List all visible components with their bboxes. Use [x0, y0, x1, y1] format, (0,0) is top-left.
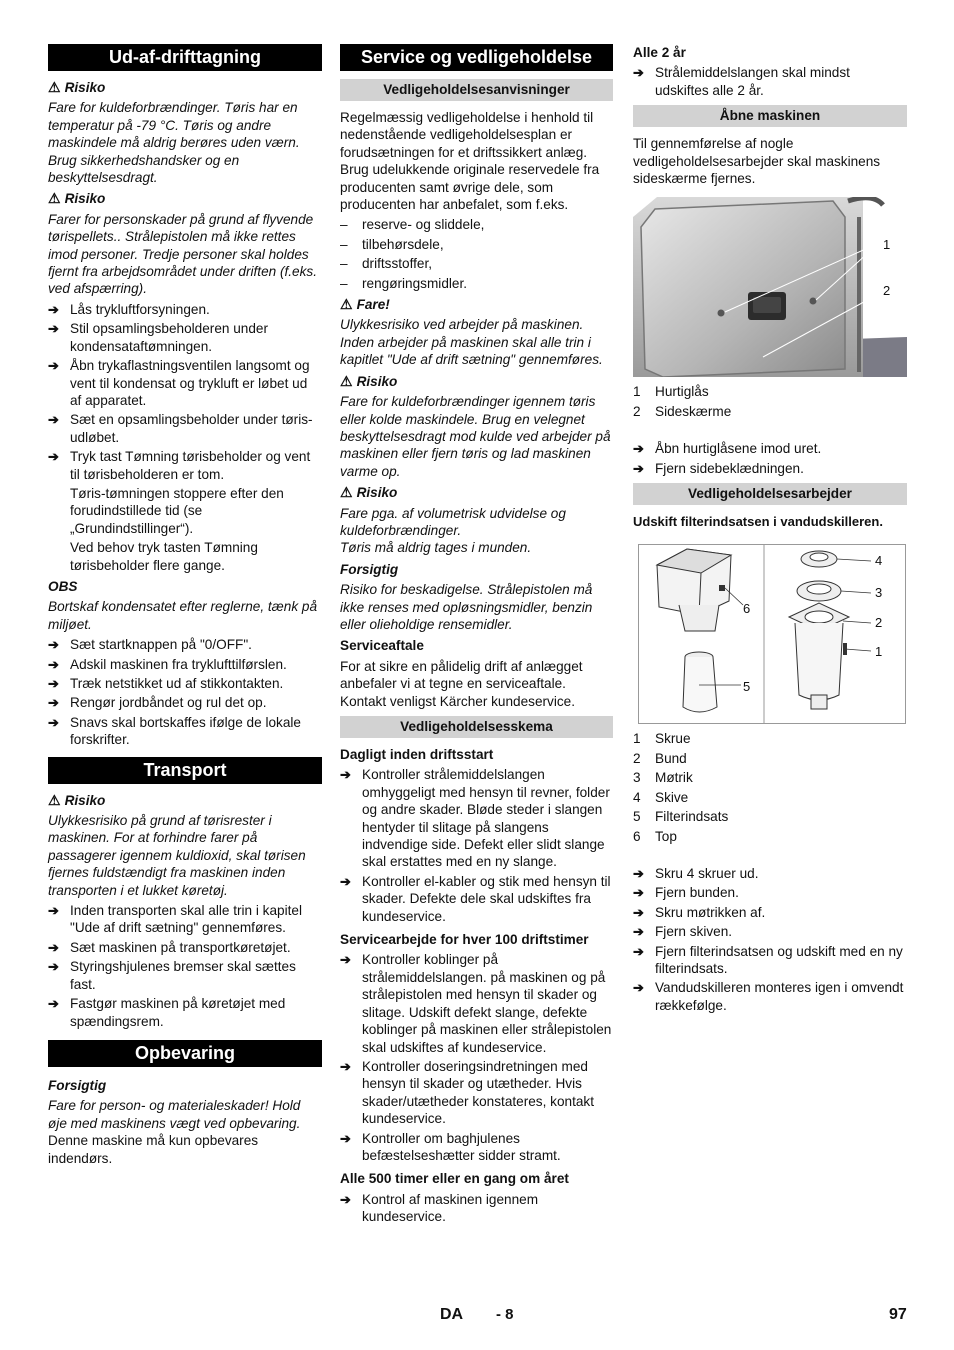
- step-item: ➔ Træk netstikket ud af stikkontakten.: [48, 676, 284, 691]
- caution-text: Risiko for beskadigelse. Strålepistolen må ikke renses med opløsningsmidler, benzin eller olieholdige rensemidler.: [340, 582, 593, 632]
- step-item: ➔ Åbn trykaflastningsventilen langsomt og vent til kondensat og trykluft er løbet ud af apparatet.: [48, 358, 310, 408]
- arrow-icon: ➔: [48, 637, 59, 653]
- step-item: ➔ Skru 4 skruer ud.: [633, 865, 759, 881]
- arrow-icon: ➔: [633, 460, 644, 476]
- warning-triangle-icon: ⚠: [340, 484, 353, 501]
- step-item: ➔ Kontroller om baghjulenes befæstelseshætter sidder stramt.: [340, 1130, 561, 1163]
- legend-item: 3 Møtrik: [633, 770, 693, 786]
- heading: Servicearbejde for hver 100 driftstimer: [340, 932, 589, 948]
- step-item: ➔ Stil opsamlingsbeholderen under kondensataftømningen.: [48, 321, 268, 354]
- section-title-service: Service og vedligeholdelse: [340, 44, 613, 71]
- warning-text: Fare for kuldeforbrændinger igennem tøris eller kolde maskindele. Brug en velegnet beskyttelsesdragt mod kulde ved arbejder på maskinen eller fjern tøris og lad maskinen varme op.: [340, 394, 611, 479]
- page-sub-number: - 8: [496, 1306, 514, 1323]
- section-title-transport: Transport: [48, 757, 322, 784]
- step-item: ➔ Tryk tast Tømning tørisbeholder og vent til tørisbeholderen er tom.: [48, 449, 311, 482]
- warning-text: Farer for personskader på grund af flyvende tørispellets.. Strålepistolen må ikke rettes imod personer. Tredje personer skal holdes fjernt fra arbejdsområdet under driften (f.eks. ved afspærring).: [48, 211, 317, 297]
- legend-item: 1 Hurtiglås: [633, 384, 709, 400]
- paragraph: Regelmæssig vedligeholdelse i henhold til nedenstående vedligeholdelsesplan er forudsætningen for et driftssikkert anlæg. Brug udelukkende originale reservedele fra producenten samt øvrige dele, som producenten har anbefalet, som f.eks.: [340, 110, 600, 213]
- arrow-icon: ➔: [633, 924, 644, 940]
- subsection-title: Åbne maskinen: [633, 105, 907, 127]
- heading: Dagligt inden driftsstart: [340, 747, 494, 762]
- dash-item: – driftsstoffer,: [340, 256, 433, 272]
- arrow-icon: ➔: [340, 873, 351, 889]
- warning-title: ⚠ Risiko: [48, 791, 106, 808]
- step-item: ➔ Fjern skiven.: [633, 924, 733, 940]
- paragraph: Til gennemførelse af nogle vedligeholdelsesarbejder skal maskinens sideskærme fjernes.: [633, 136, 881, 187]
- callout-4: 4: [875, 553, 883, 569]
- heading: Alle 500 timer eller en gang om året: [340, 1171, 569, 1187]
- warning-triangle-icon: ⚠: [48, 190, 61, 207]
- step-item: ➔ Inden transporten skal alle trin i kapitel "Ude af drift sætning" gennemføres.: [48, 903, 302, 936]
- legend-item: 1 Skrue: [633, 731, 691, 747]
- arrow-icon: ➔: [48, 903, 59, 919]
- warning-triangle-icon: ⚠: [340, 296, 353, 313]
- step-item: ➔ Sæt en opsamlingsbeholder under tøris-udløbet.: [48, 412, 313, 445]
- warning-triangle-icon: ⚠: [340, 372, 353, 389]
- column-2: [340, 44, 613, 1228]
- arrow-icon: ➔: [633, 980, 644, 996]
- step-item: ➔ Vandudskilleren monteres igen i omvendt rækkefølge.: [633, 980, 904, 1013]
- arrow-icon: ➔: [48, 301, 59, 317]
- step-item: ➔ Skru møtrikken af.: [633, 904, 766, 920]
- arrow-icon: ➔: [48, 959, 59, 975]
- step-item: ➔ Fjern sidebeklædningen.: [633, 460, 804, 476]
- arrow-icon: ➔: [48, 676, 59, 691]
- callout-2: 2: [875, 615, 883, 631]
- arrow-icon: ➔: [48, 996, 59, 1012]
- column-3: [633, 44, 907, 1016]
- machine-illustration: [633, 197, 907, 377]
- arrow-icon: ➔: [340, 1191, 351, 1207]
- arrow-icon: ➔: [633, 943, 644, 959]
- caution-text: Fare for person- og materialeskader! Hold øje med maskinens vægt ved opbevaring.: [48, 1098, 301, 1131]
- callout-2: 2: [883, 283, 891, 299]
- step-item: ➔ Styringshjulenes bremser skal sættes fast.: [48, 959, 296, 992]
- legend-item: 6 Top: [633, 828, 677, 844]
- arrow-icon: ➔: [48, 656, 59, 672]
- legend-item: 4 Skive: [633, 789, 689, 805]
- subsection-title: Vedligeholdelsesanvisninger: [340, 79, 613, 101]
- arrow-icon: ➔: [48, 449, 59, 465]
- arrow-icon: ➔: [633, 65, 644, 81]
- arrow-icon: ➔: [48, 412, 59, 428]
- step-item: ➔ Sæt startknappen på "0/OFF".: [48, 637, 252, 653]
- step-item: ➔ Kontroller el-kabler og stik med hensyn til skader. Defekte dele skal udskiftes fra kundeservice.: [340, 873, 611, 924]
- warning-triangle-icon: ⚠: [48, 791, 61, 808]
- arrow-icon: ➔: [340, 1058, 351, 1074]
- arrow-icon: ➔: [48, 358, 59, 374]
- warning-text: Ulykkesrisiko ved arbejder på maskinen. Inden arbejder på maskinen skal alle trin i kapitlet "Ude af drift sætning" gennemføres.: [340, 317, 603, 368]
- arrow-icon: ➔: [48, 939, 59, 955]
- dash-item: – reserve- og sliddele,: [340, 217, 485, 233]
- step-item: ➔ Kontroller koblinger på strålemiddelslangen. på maskinen og på strålepistolen med hensyn til skader og slitage. Udskift defekt slange, defekte koblinger på maskinen eller strålepistolen skal udskiftes af kundeservice.: [340, 952, 612, 1055]
- step-item: ➔ Fastgør maskinen på køretøjet med spændingsrem.: [48, 996, 286, 1029]
- heading: Serviceaftale: [340, 638, 424, 654]
- callout-1: 1: [883, 237, 891, 253]
- section-title-opbevaring: Opbevaring: [48, 1040, 322, 1067]
- warning-text: Fare for kuldeforbrændinger. Tøris har en temperatur på -79 °C. Tøris og andre maskindele må aldrig berøres uden værn. Brug sikkerhedshandsker og en beskyttelsesdragt.: [48, 100, 300, 186]
- warning-text: Tøris må aldrig tages i munden.: [340, 540, 532, 556]
- water-separator-diagram: [638, 544, 906, 724]
- step-item: ➔ Kontroller strålemiddelslangen omhyggeligt med hensyn til revner, folder og andre skader. Bløde steder i slangen hentyder til slitage på slangens indvendige side. Defekt eller slidt slange skal erstattes med en ny slange.: [340, 767, 610, 870]
- step-item: ➔ Kontrol af maskinen igennem kundeservice.: [340, 1191, 539, 1225]
- page-number: 97: [889, 1306, 907, 1323]
- dash-item: – tilbehørsdele,: [340, 236, 444, 252]
- warning-title: ⚠ Risiko: [48, 190, 106, 207]
- section-title-ud-af-drifttagning: Ud-af-drifttagning: [48, 44, 322, 71]
- arrow-icon: ➔: [48, 321, 59, 337]
- language-code: DA: [440, 1306, 464, 1323]
- paragraph: For at sikre en pålidelig drift af anlægget anbefaler vi at tegne en serviceaftale. Kontakt venligst Kärcher kundeservice.: [340, 658, 583, 709]
- callout-3: 3: [875, 585, 883, 601]
- warning-title: ⚠ Risiko: [48, 79, 106, 95]
- paragraph: Denne maskine må kun opbevares indendørs.: [48, 1133, 259, 1166]
- step-item: ➔ Fjern bunden.: [633, 885, 739, 901]
- arrow-icon: ➔: [340, 952, 351, 968]
- step-item: ➔ Fjern filterindsatsen og udskift med en ny filterindsats.: [633, 943, 903, 976]
- page-footer: [0, 1306, 954, 1330]
- warning-title: ⚠ Risiko: [340, 372, 398, 389]
- callout-6: 6: [743, 601, 751, 617]
- caution-title: Forsigtig: [340, 561, 399, 577]
- arrow-icon: ➔: [633, 441, 644, 457]
- step-item: ➔ Rengør jordbåndet og rul det op.: [48, 695, 267, 711]
- callout-1: 1: [875, 644, 883, 660]
- subsection-title: Vedligeholdelsesarbejder: [633, 483, 907, 505]
- machine-side-panel-photo: [633, 197, 907, 377]
- warning-title: ⚠ Fare!: [340, 296, 390, 313]
- note-title: OBS: [48, 578, 78, 594]
- step-item: ➔ Strålemiddelslangen skal mindst udskiftes alle 2 år.: [633, 65, 850, 98]
- step-item: ➔ Adskil maskinen fra tryklufttilførslen.: [48, 656, 287, 672]
- filter-diagram: [639, 545, 905, 723]
- dash-item: – rengøringsmidler.: [340, 275, 468, 291]
- arrow-icon: ➔: [633, 904, 644, 920]
- step-item: ➔ Snavs skal bortskaffes ifølge de lokale forskrifter.: [48, 714, 301, 748]
- step-continuation: Tøris-tømningen stoppere efter den forudindstillede tid (se „Grundindstillinger“).: [70, 485, 284, 536]
- step-item: ➔ Kontroller doseringsindretningen med hensyn til skader og utætheder. Hvis skader/utætheder konstateres, kontakt kundeservice.: [340, 1058, 594, 1127]
- warning-text: Fare pga. af volumetrisk udvidelse og kuldeforbrændinger.: [340, 505, 566, 538]
- warning-title: ⚠ Risiko: [340, 484, 398, 501]
- step-item: ➔ Lås trykluftforsyningen.: [48, 301, 210, 317]
- legend-item: 2 Bund: [633, 750, 687, 766]
- arrow-icon: ➔: [633, 865, 644, 881]
- column-1: [48, 44, 322, 1170]
- warning-triangle-icon: ⚠: [48, 79, 61, 95]
- subsection-title: Vedligeholdelsesskema: [340, 716, 613, 738]
- arrow-icon: ➔: [48, 714, 59, 730]
- step-item: ➔ Åbn hurtiglåsene imod uret.: [633, 441, 822, 457]
- arrow-icon: ➔: [48, 695, 59, 711]
- heading: Udskift filterindsatsen i vandudskilleren.: [633, 514, 883, 530]
- legend-item: 5 Filterindsats: [633, 809, 729, 825]
- step-item: ➔ Sæt maskinen på transportkøretøjet.: [48, 939, 291, 955]
- callout-5: 5: [743, 679, 751, 695]
- note-text: Bortskaf kondensatet efter reglerne, tænk på miljøet.: [48, 599, 318, 632]
- arrow-icon: ➔: [340, 1130, 351, 1146]
- legend-item: 2 Sideskærme: [633, 403, 732, 419]
- arrow-icon: ➔: [633, 885, 644, 901]
- heading: Alle 2 år: [633, 45, 686, 60]
- arrow-icon: ➔: [340, 767, 351, 783]
- step-continuation: Ved behov tryk tasten Tømning tørisbeholder flere gange.: [70, 540, 258, 573]
- caution-title: Forsigtig: [48, 1077, 107, 1093]
- warning-text: Ulykkesrisiko på grund af tørisrester i maskinen. For at forhindre farer på passagerer igennem kuldioxid, skal tørisen fjernes fuldstændigt fra maskinen inden transporten i et lukket køretøj.: [48, 813, 306, 898]
